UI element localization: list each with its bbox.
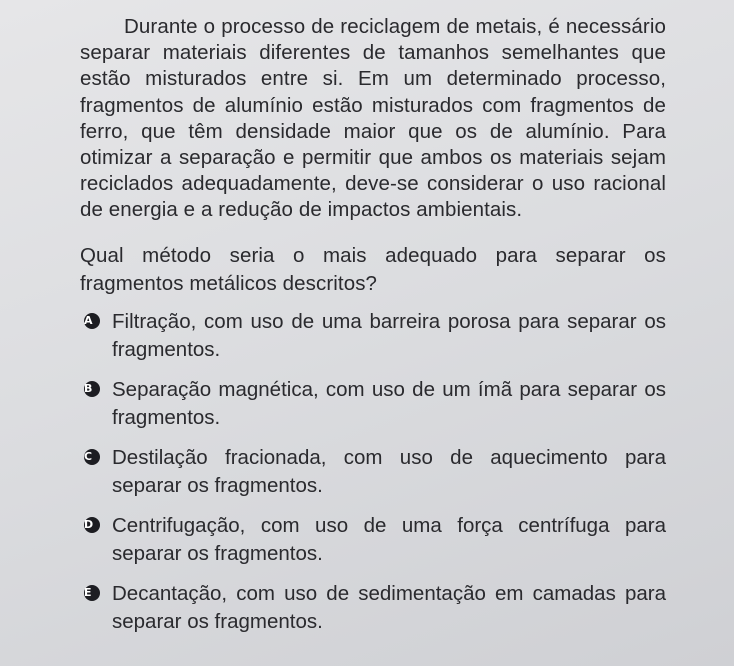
context-paragraph: Durante o processo de reciclagem de metais, é necessário separar materiais diferentes de tamanhos semelhantes que estão misturados entre si. Em um determinado processo, fragmentos de alumínio estão misturados com fragmentos de ferro, que têm densidade maior que os de alumínio. Para otimizar a separação e permitir que ambos os materiais sejam reciclados adequadamente, deve-se considerar o uso racional de energia e a redução de impactos ambientais. bbox=[80, 15, 666, 222]
option-a-letter-badge: A bbox=[84, 313, 100, 329]
option-b-letter-badge: B bbox=[84, 381, 100, 397]
option-c[interactable] bbox=[80, 444, 666, 500]
option-a-text: Filtração, com uso de uma barreira porosa para separar os fragmentos. bbox=[112, 309, 666, 361]
option-d[interactable] bbox=[80, 512, 666, 568]
question-text: Qual método seria o mais adequado para separar os fragmentos metálicos descritos? bbox=[80, 243, 666, 295]
answer-options bbox=[80, 308, 666, 636]
option-c-text: Destilação fracionada, com uso de aquecimento para separar os fragmentos. bbox=[112, 445, 666, 497]
option-a[interactable] bbox=[80, 308, 666, 364]
option-b[interactable] bbox=[80, 376, 666, 432]
option-e[interactable] bbox=[80, 580, 666, 636]
option-d-letter-badge: D bbox=[84, 517, 100, 533]
option-e-letter-badge: E bbox=[84, 585, 100, 601]
option-d-text: Centrifugação, com uso de uma força centrífuga para separar os fragmentos. bbox=[112, 513, 666, 565]
option-b-text: Separação magnética, com uso de um ímã para separar os fragmentos. bbox=[112, 377, 666, 429]
option-e-text: Decantação, com uso de sedimentação em camadas para separar os fragmentos. bbox=[112, 581, 666, 633]
option-c-letter-badge: C bbox=[84, 449, 100, 465]
